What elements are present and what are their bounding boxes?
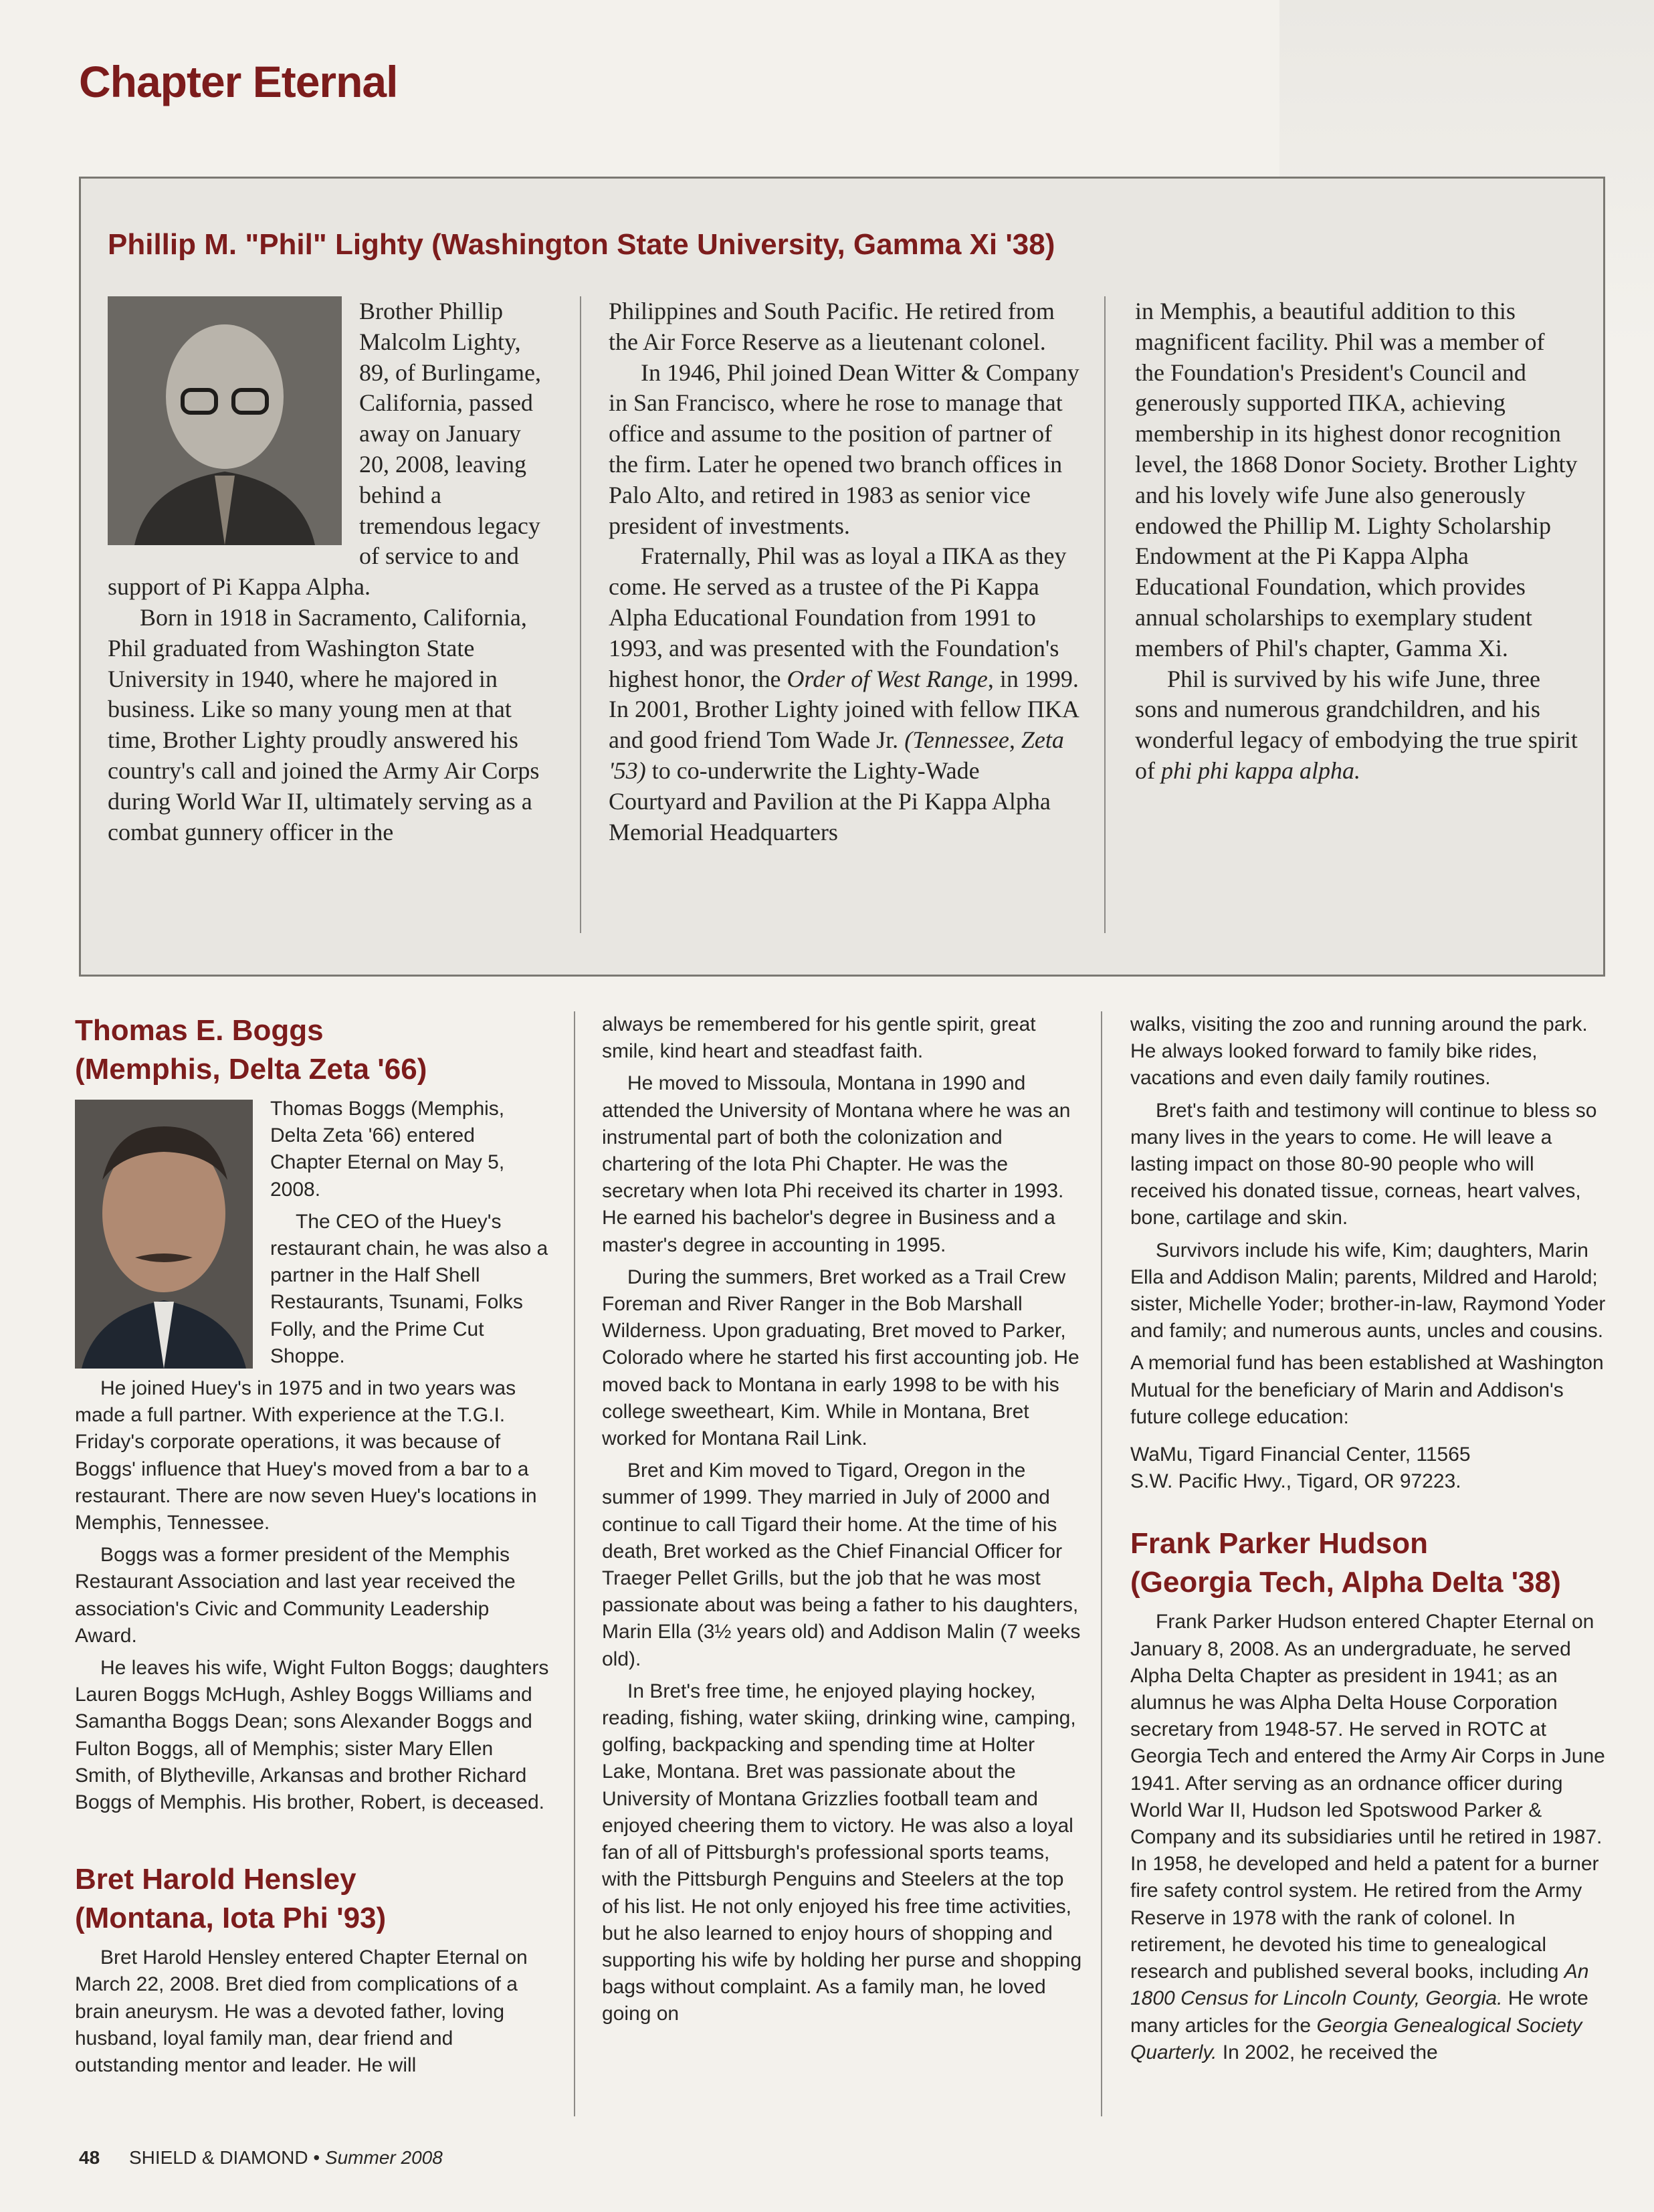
boggs-p2: The CEO of the Huey's restaurant chain, he was also a partner in the Half Shell Restaurants, Tsunami, Folks Folly, and the Prime Cut Shoppe. bbox=[270, 1210, 548, 1367]
lighty-col3-p2: Phil is survived by his wife June, three sons and numerous grandchildren, and his wonderful legacy of embodying the true spirit of phi phi kappa alpha. bbox=[1135, 665, 1578, 784]
column-divider bbox=[574, 1011, 575, 2116]
page-footer bbox=[79, 2147, 443, 2169]
lower-column-2 bbox=[602, 1011, 1082, 2033]
lighty-portrait bbox=[108, 296, 342, 545]
hensley-p1: Bret Harold Hensley entered Chapter Eternal on March 22, 2008. Bret died from complications of a brain aneurysm. He was a devoted father, loving husband, loyal family man, dear friend and outstanding mentor and leader. He will bbox=[75, 1946, 528, 2077]
lighty-col3-p1: in Memphis, a beautiful addition to this magnificent facility. Phil was a member of the Foundation's President's Council and generously supported ΠΚΑ, achieving membership in its highest donor recognition level, the 1868 Donor Society. Brother Lighty and his lovely wife June also generously endowed the Phillip M. Lighty Scholarship Endowment at the Pi Kappa Alpha Educational Foundation, which provides annual scholarships to exemplary student members of Phil's chapter, Gamma Xi. bbox=[1135, 298, 1578, 662]
issue-label: Summer 2008 bbox=[324, 2147, 443, 2168]
lower-column-3 bbox=[1130, 1011, 1613, 2072]
page-number: 48 bbox=[79, 2147, 100, 2168]
hensley-heading: Bret Harold Hensley (Montana, Iota Phi '93) bbox=[75, 1863, 387, 1935]
lighty-col2-p3: Fraternally, Phil was as loyal a ΠΚΑ as they come. He served as a trustee of the Pi Kappa Alpha Educational Foundation from 1991 to 1993, and was presented with the Foundation's highest honor, the Order of West Range, in 1999. In 2001, Brother Lighty joined with fellow ΠΚΑ and good friend Tom Wade Jr. (Tennessee, Zeta '53) to co-underwrite the Lighty-Wade Courtyard and Pavilion at the Pi Kappa Alpha Memorial Headquarters bbox=[609, 542, 1079, 845]
person-silhouette-icon bbox=[108, 296, 342, 545]
lighty-col2-p2: In 1946, Phil joined Dean Witter & Company in San Francisco, where he rose to manage that office and assume to the position of partner of the firm. Later he opened two branch offices in Palo Alto, and retired in 1983 as senior vice president of investments. bbox=[609, 359, 1079, 539]
boggs-p1: Thomas Boggs (Memphis, Delta Zeta '66) entered Chapter Eternal on May 5, 2008. bbox=[270, 1098, 505, 1201]
magazine-name: SHIELD & DIAMOND bbox=[128, 2147, 308, 2168]
lower-column-1 bbox=[75, 1011, 551, 2084]
boggs-p4: Boggs was a former president of the Memphis Restaurant Association and last year received the association's Civic and Community Leadership Award. bbox=[75, 1544, 516, 1647]
lighty-column-1 bbox=[108, 296, 548, 847]
footer-bullet: • bbox=[313, 2147, 320, 2168]
hudson-p1: Frank Parker Hudson entered Chapter Eternal on January 8, 2008. As an undergraduate, he served Alpha Delta Chapter as president in 1941; as an alumnus he was Alpha Delta House Corporation secretary from 1948-57. He served in ROTC at Georgia Tech and entered the Army Air Corps in June 1941. After serving as an ordnance officer during World War II, Hudson led Spotswood Parker & Company and its subsidiaries until he retired in 1987. In 1958, he developed and held a patent for a burner fire safety control system. He retired from the Army Reserve in 1978 with the rank of colonel. In retirement, he devoted his time to genealogical research and published several books, including An 1800 Census for Lincoln County, Georgia. He wrote many articles for the Georgia Genealogical Society Quarterly. In 2002, he received the bbox=[1130, 1611, 1605, 2064]
lighty-feature-box bbox=[79, 177, 1605, 977]
lighty-heading: Phillip M. "Phil" Lighty (Washington State University, Gamma Xi '38) bbox=[108, 228, 1055, 261]
page-title: Chapter Eternal bbox=[79, 57, 398, 106]
hensley-col2-p5: In Bret's free time, he enjoyed playing hockey, reading, fishing, water skiing, drinking wine, camping, golfing, backpacking and spending time at Holter Lake, Montana. Bret was passionate about the University of Montana Grizzlies football team and enjoyed cheering them to victory. He was also a loyal fan of all of Pittsburgh's professional sports teams, with the Pittsburgh Penguins and Steelers at the top of his list. He not only enjoyed his free time activities, but he also learned to enjoy hours of shopping and supporting his wife by holding her purse and shopping bags without complaint. As a family man, he loved going on bbox=[602, 1680, 1082, 2025]
lighty-column-3 bbox=[1135, 296, 1579, 787]
hensley-col2-p3: During the summers, Bret worked as a Trail Crew Foreman and River Ranger in the Bob Marshall Wilderness. Upon graduating, Bret moved to Parker, Colorado where he started his first accounting job. He moved back to Montana in early 1998 to be with his college sweetheart, Kim. While in Montana, Bret worked for Montana Rail Link. bbox=[602, 1266, 1079, 1450]
hensley-col2-p4: Bret and Kim moved to Tigard, Oregon in the summer of 1999. They married in July of 2000 and continue to call Tigard their home. At the time of his death, Bret worked as the Chief Financial Officer for Traeger Pellet Grills, but the job that he was most passionate about was being a father to his daughters, Marin Ella (3½ years old) and Addison Malin (7 weeks old). bbox=[602, 1460, 1081, 1670]
lighty-col1-p1: Brother Phillip Malcolm Lighty, 89, of Burlingame, California, passed away on January 20, 2008, leaving behind a tremendous legacy of service to and support of Pi Kappa Alpha. bbox=[108, 298, 541, 601]
boggs-p5: He leaves his wife, Wight Fulton Boggs; daughters Lauren Boggs McHugh, Ashley Boggs Williams and Samantha Boggs Dean; sons Alexander Boggs and Fulton Boggs, all of Memphis; sister Mary Ellen Smith, of Blytheville, Arkansas and brother Richard Boggs of Memphis. His brother, Robert, is deceased. bbox=[75, 1657, 549, 1814]
hensley-col3-p2: Bret's faith and testimony will continue to bless so many lives in the years to come. He will leave a lasting impact on those 80-90 people who will received his donated tissue, corneas, heart valves, bone, cartilage and skin. bbox=[1130, 1099, 1597, 1229]
boggs-p3: He joined Huey's in 1975 and in two years was made a full partner. With experience at the T.G.I. Friday's corporate operations, it was because of Boggs' influence that Huey's moved from a bar to a restaurant. There are now seven Huey's locations in Memphis, Tennessee. bbox=[75, 1377, 537, 1534]
hensley-col3-p1: walks, visiting the zoo and running around the park. He always looked forward to family bike rides, vacations and even daily family routines. bbox=[1130, 1013, 1588, 1090]
column-divider bbox=[580, 296, 581, 933]
hensley-col3-p3: Survivors include his wife, Kim; daughters, Marin Ella and Addison Malin; parents, Mildred and Harold; sister, Michelle Yoder; brother-in-law, Raymond Yoder and family; and numerous aunts, uncles and cousins. bbox=[1130, 1239, 1606, 1342]
hudson-heading: Frank Parker Hudson (Georgia Tech, Alpha Delta '38) bbox=[1130, 1527, 1561, 1599]
column-divider bbox=[1104, 296, 1106, 933]
column-divider bbox=[1101, 1011, 1102, 2116]
person-silhouette-icon bbox=[75, 1100, 253, 1369]
boggs-portrait bbox=[75, 1100, 253, 1369]
lighty-col2-p1: Philippines and South Pacific. He retired from the Air Force Reserve as a lieutenant colonel. bbox=[609, 298, 1055, 355]
lighty-col1-p2: Born in 1918 in Sacramento, California, Phil graduated from Washington State University in 1940, where he majored in business. Like so many young men at that time, Brother Lighty proudly answered his country's call and joined the Army Air Corps during World War II, ultimately serving as a combat gunnery officer in the bbox=[108, 603, 540, 845]
hensley-address: WaMu, Tigard Financial Center, 11565 S.W. Pacific Hwy., Tigard, OR 97223. bbox=[1130, 1443, 1471, 1493]
hensley-memorial: A memorial fund has been established at Washington Mutual for the beneficiary of Marin and Addison's future college education: bbox=[1130, 1352, 1604, 1428]
hensley-col2-p1: always be remembered for his gentle spirit, great smile, kind heart and steadfast faith. bbox=[602, 1013, 1036, 1063]
lighty-column-2 bbox=[609, 296, 1079, 847]
boggs-heading: Thomas E. Boggs (Memphis, Delta Zeta '66) bbox=[75, 1014, 427, 1086]
hensley-col2-p2: He moved to Missoula, Montana in 1990 and attended the University of Montana where he was an instrumental part of both the colonization and chartering of the Iota Phi Chapter. He was the secretary when Iota Phi received its charter in 1993. He earned his bachelor's degree in Business and a master's degree in accounting in 1995. bbox=[602, 1072, 1071, 1256]
